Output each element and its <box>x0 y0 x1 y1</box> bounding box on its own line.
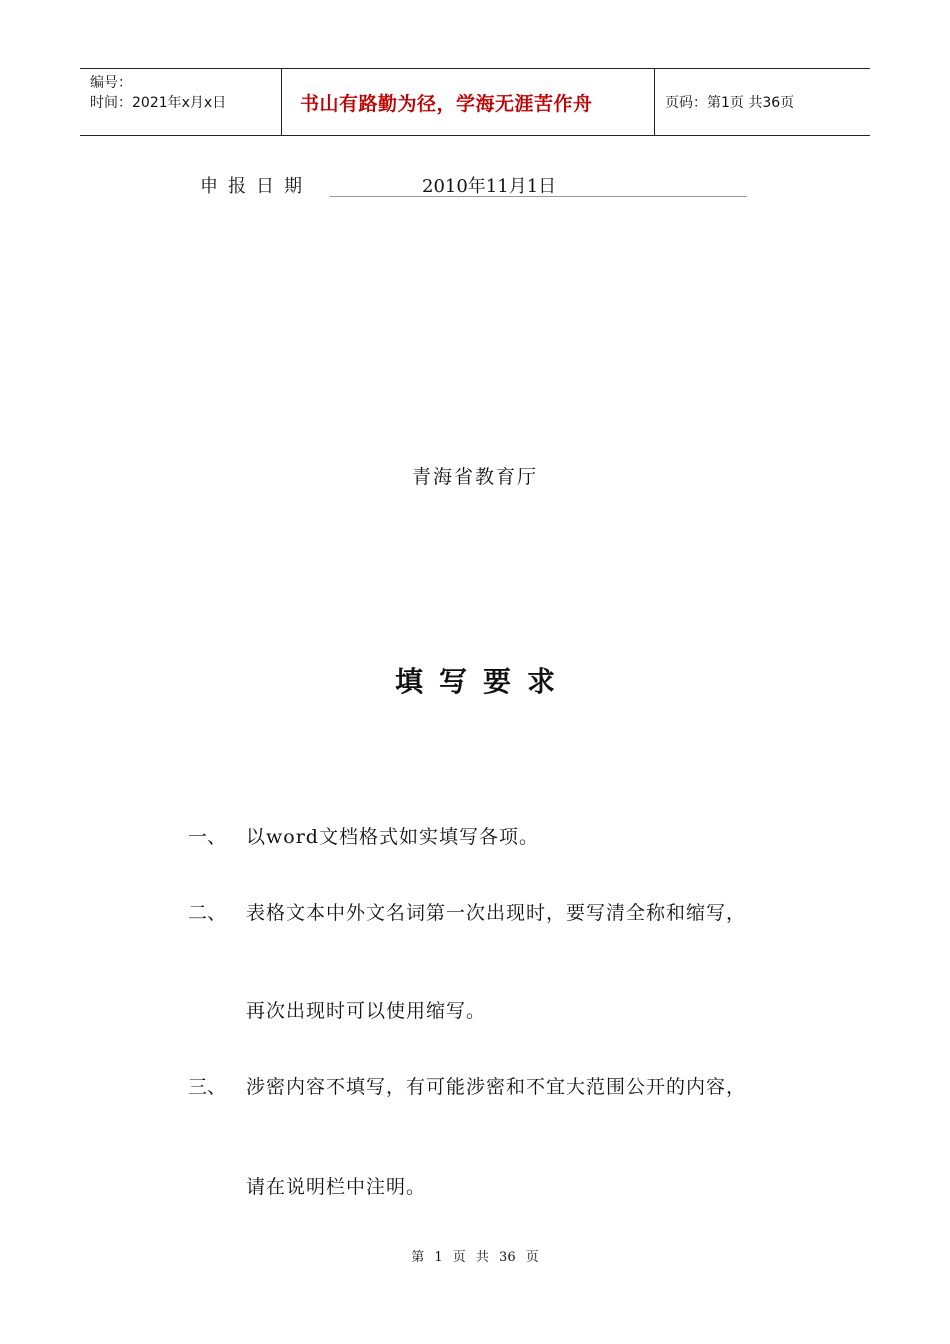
page-footer: 第 1 页 共 36 页 <box>411 1250 539 1265</box>
requirement-number-1: 一、 <box>188 826 227 848</box>
requirement-number-3: 三、 <box>188 1076 227 1098</box>
requirement-2-line-1: 表格文本中外文名词第一次出现时，要写清全称和缩写， <box>246 902 747 924</box>
time-label: 时间：2021年x月x日 <box>90 95 227 111</box>
application-date-value: 2010年11月1日 <box>422 176 557 197</box>
requirement-3-line-2: 请在说明栏中注明。 <box>246 1176 427 1198</box>
header-page-info: 页码：第1页 共36页 <box>665 95 795 111</box>
number-label: 编号： <box>90 75 132 91</box>
requirement-3-line-1: 涉密内容不填写，有可能涉密和不宜大范围公开的内容， <box>246 1076 747 1098</box>
document-header <box>80 68 870 136</box>
application-date-row <box>200 172 747 198</box>
header-meta <box>80 69 282 135</box>
requirement-1-line-1: 以word文档格式如实填写各项。 <box>246 826 539 848</box>
requirement-2-line-2: 再次出现时可以使用缩写。 <box>246 1000 487 1022</box>
requirements-title: 填写要求 <box>394 665 571 698</box>
organization-name: 青海省教育厅 <box>411 466 538 488</box>
header-motto: 书山有路勤为径，学海无涯苦作舟 <box>282 69 655 135</box>
requirement-number-2: 二、 <box>188 902 227 924</box>
application-date-label: 申报日期 <box>200 176 312 197</box>
